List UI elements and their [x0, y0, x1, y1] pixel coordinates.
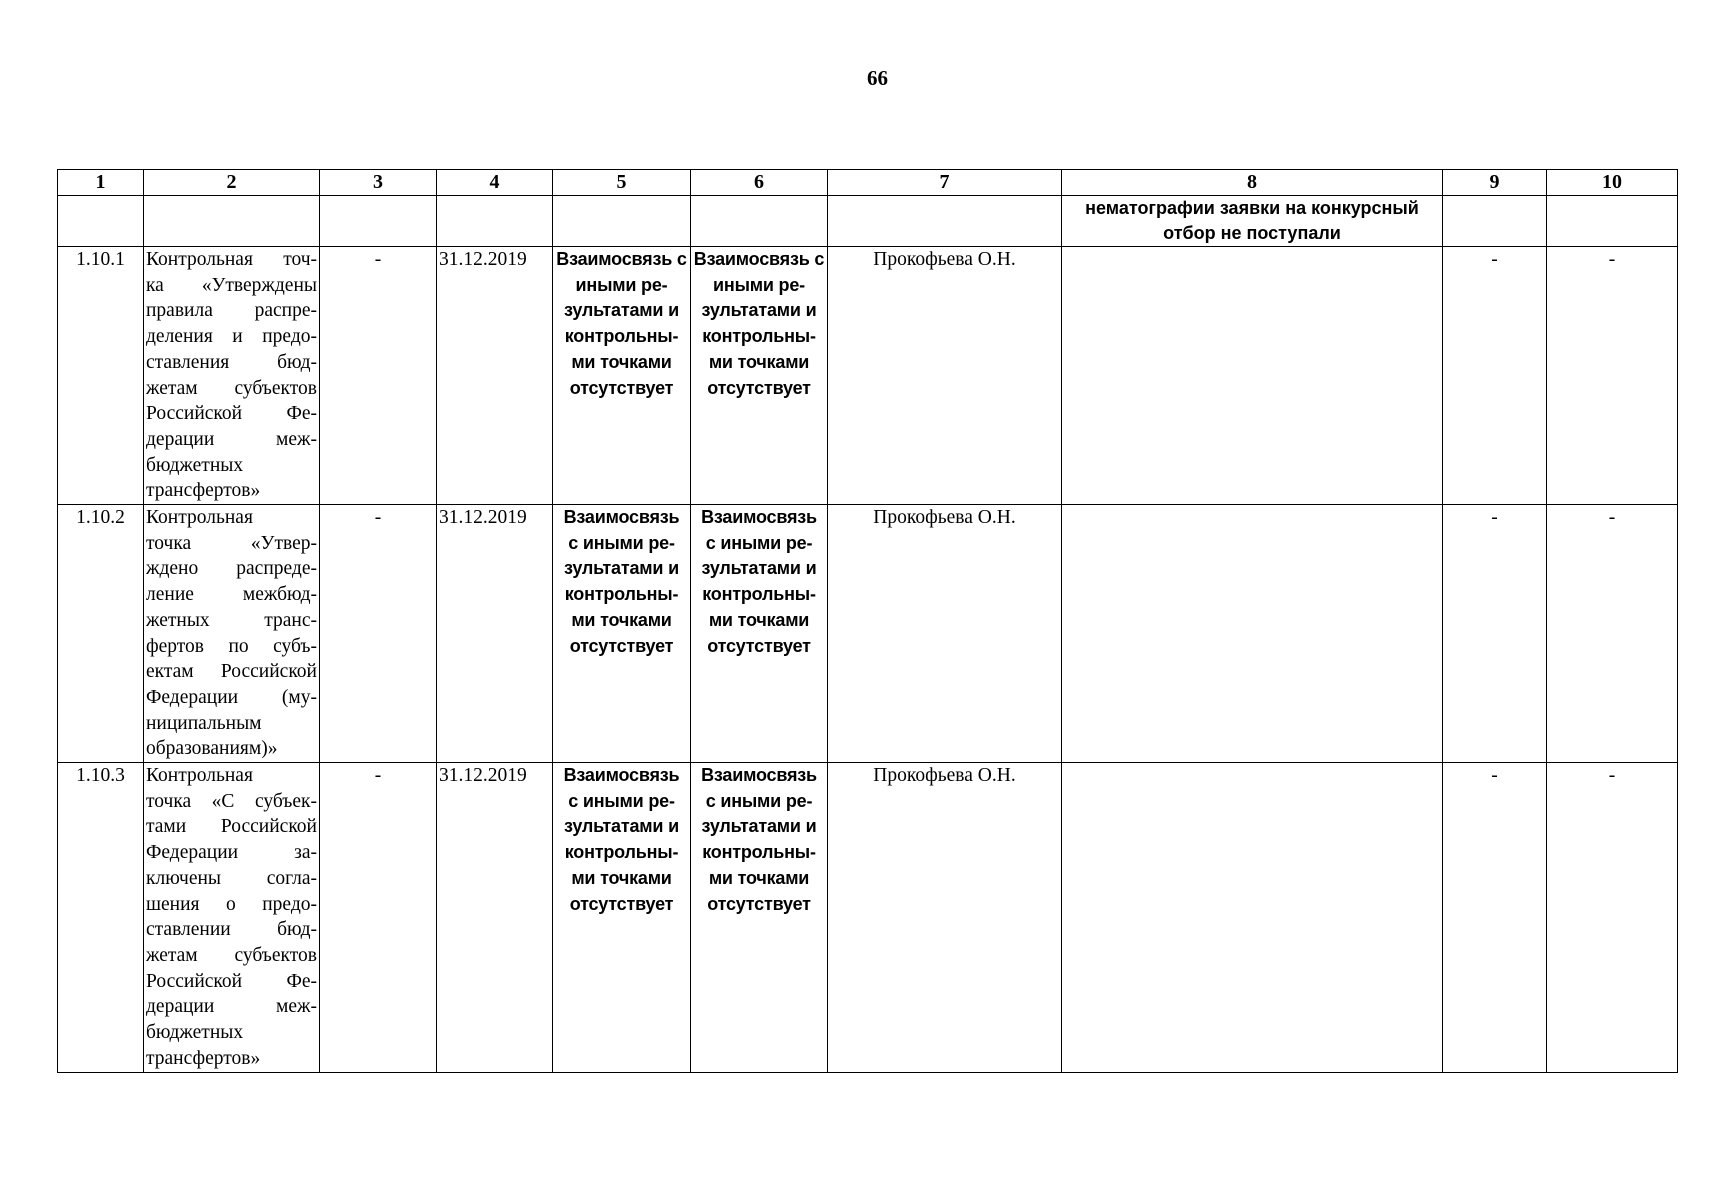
column-header: 1 [58, 170, 144, 196]
name-line: ниципальным [146, 712, 262, 734]
name-line: ставления бюд- [146, 351, 317, 373]
column-header: 6 [691, 170, 828, 196]
name-line: шения о предо- [146, 893, 317, 915]
relation-line: ми точками [708, 867, 810, 888]
row-number: 1.10.3 [58, 763, 144, 1073]
responsible-person: Прокофьева О.Н. [828, 505, 1062, 763]
column-header: 8 [1062, 170, 1443, 196]
due-date: 31.12.2019 [437, 505, 553, 763]
name-line: ставлении бюд- [146, 919, 317, 941]
column-10-value: - [1547, 247, 1678, 505]
control-point-name [144, 505, 320, 763]
column-3-value: - [320, 505, 437, 763]
name-line: тами Российской [146, 816, 317, 838]
relation-line: с иными ре- [568, 790, 675, 811]
relation-line: отсутствует [707, 893, 811, 914]
name-line: точка «Утвер- [146, 532, 317, 554]
name-line: фертов по субъ- [146, 635, 317, 657]
name-line: ектам Российской [146, 661, 317, 683]
empty-cell [58, 196, 144, 247]
relation-line: отсутствует [569, 377, 674, 398]
relation-line: иными ре- [575, 274, 668, 295]
empty-cell [1443, 196, 1547, 247]
relation-line: ми точками [571, 609, 672, 630]
continuation-note [1062, 196, 1443, 247]
relation-line: Взаимосвязь [563, 507, 680, 528]
name-line: Российской Фе- [146, 403, 317, 425]
column-8-value [1062, 763, 1443, 1073]
relation-line: Взаимосвязь [701, 765, 817, 786]
relation-col-6 [691, 247, 828, 505]
column-9-value: - [1443, 505, 1547, 763]
relation-line: отсутствует [569, 893, 674, 914]
column-10-value: - [1547, 763, 1678, 1073]
name-line: Федерации (му- [146, 686, 317, 708]
name-line: трансфертов» [146, 480, 261, 502]
name-line: ление межбюд- [146, 584, 317, 606]
name-line: деления и предо- [146, 326, 317, 348]
name-line: Контрольная [146, 765, 253, 787]
relation-line: ми точками [571, 867, 672, 888]
name-line: точка «С субъек- [146, 790, 317, 812]
due-date: 31.12.2019 [437, 247, 553, 505]
relation-line: отсутствует [707, 635, 811, 656]
empty-cell [1547, 196, 1678, 247]
name-line: бюджетных [146, 1022, 244, 1044]
relation-line: иными ре- [713, 274, 805, 295]
continuation-row [58, 196, 1678, 247]
column-header: 7 [828, 170, 1062, 196]
name-line: Контрольная [146, 507, 253, 529]
empty-cell [320, 196, 437, 247]
relation-line: зультатами и [564, 816, 679, 837]
control-point-name [144, 247, 320, 505]
empty-cell [691, 196, 828, 247]
column-number-row [58, 170, 1678, 196]
note-line: нематографии заявки на конкурсный [1085, 198, 1419, 218]
name-line: бюджетных [146, 454, 244, 476]
relation-line: зультатами и [701, 300, 817, 321]
empty-cell [437, 196, 553, 247]
relation-line: зультатами и [564, 300, 679, 321]
column-9-value: - [1443, 247, 1547, 505]
name-line: правила распре- [146, 300, 317, 322]
relation-line: отсутствует [569, 635, 674, 656]
name-line: ключены согла- [146, 867, 317, 889]
relation-line: ми точками [708, 609, 810, 630]
relation-col-6 [691, 763, 828, 1073]
relation-line: контрольны- [564, 326, 679, 347]
name-line: ждено распреде- [146, 558, 317, 580]
relation-line: Взаимосвязь с [556, 249, 687, 269]
column-header: 2 [144, 170, 320, 196]
relation-line: зультатами и [701, 816, 817, 837]
column-9-value: - [1443, 763, 1547, 1073]
name-line: дерации меж- [146, 428, 317, 450]
column-header: 4 [437, 170, 553, 196]
name-line: жетных транс- [146, 609, 317, 631]
column-8-value [1062, 247, 1443, 505]
responsible-person: Прокофьева О.Н. [828, 763, 1062, 1073]
empty-cell [553, 196, 691, 247]
relation-line: отсутствует [707, 377, 811, 398]
relation-line: ми точками [708, 351, 810, 372]
column-header: 10 [1547, 170, 1678, 196]
relation-line: Взаимосвязь [701, 507, 817, 528]
name-line: жетам субъектов [146, 377, 317, 399]
name-line: Российской Фе- [146, 970, 317, 992]
name-line: дерации меж- [146, 996, 317, 1018]
table-row [58, 505, 1678, 763]
row-number: 1.10.1 [58, 247, 144, 505]
relation-col-5 [553, 505, 691, 763]
column-3-value: - [320, 247, 437, 505]
column-10-value: - [1547, 505, 1678, 763]
responsible-person: Прокофьева О.Н. [828, 247, 1062, 505]
name-line: Контрольная точ- [146, 249, 317, 270]
relation-line: с иными ре- [705, 532, 813, 553]
relation-col-5 [553, 247, 691, 505]
relation-col-6 [691, 505, 828, 763]
relation-line: контрольны- [702, 326, 816, 347]
relation-line: контрольны- [564, 584, 679, 605]
relation-line: контрольны- [702, 584, 816, 605]
empty-cell [828, 196, 1062, 247]
relation-line: с иными ре- [705, 790, 813, 811]
relation-line: контрольны- [702, 842, 816, 863]
table-row [58, 247, 1678, 505]
column-header: 9 [1443, 170, 1547, 196]
name-line: образованиям)» [146, 738, 278, 760]
name-line: Федерации за- [146, 842, 317, 864]
column-3-value: - [320, 763, 437, 1073]
table-row [58, 763, 1678, 1073]
due-date: 31.12.2019 [437, 763, 553, 1073]
relation-col-5 [553, 763, 691, 1073]
relation-line: Взаимосвязь [563, 765, 680, 786]
column-header: 3 [320, 170, 437, 196]
name-line: жетам субъектов [146, 944, 317, 966]
row-number: 1.10.2 [58, 505, 144, 763]
column-8-value [1062, 505, 1443, 763]
relation-line: зультатами и [564, 558, 679, 579]
name-line: ка «Утверждены [146, 274, 317, 296]
relation-line: зультатами и [701, 558, 817, 579]
relation-line: Взаимосвязь с [693, 249, 825, 269]
relation-line: ми точками [571, 351, 672, 372]
relation-line: с иными ре- [568, 532, 675, 553]
control-points-table [57, 169, 1678, 1073]
name-line: трансфертов» [146, 1047, 261, 1069]
column-header: 5 [553, 170, 691, 196]
empty-cell [144, 196, 320, 247]
note-line: отбор не поступали [1163, 223, 1341, 243]
relation-line: контрольны- [564, 842, 679, 863]
page-number: 66 [867, 66, 888, 90]
control-point-name [144, 763, 320, 1073]
